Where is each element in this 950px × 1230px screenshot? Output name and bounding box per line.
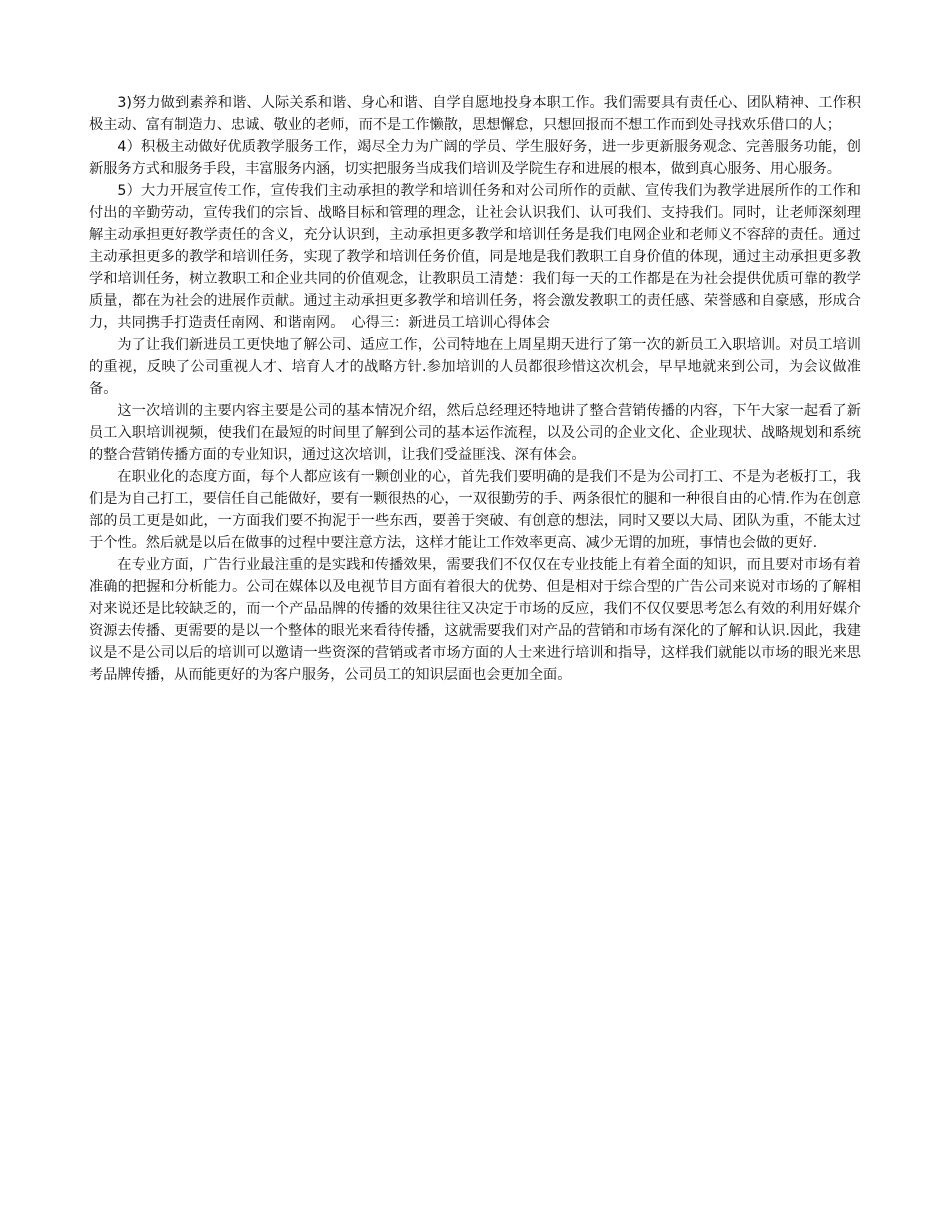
paragraph-3: 5）大力开展宣传工作，宣传我们主动承担的教学和培训任务和对公司所作的贡献、宣传我们为教学进展所作的工作和付出的辛勤劳动，宣传我们的宗旨、战略目标和管理的理念，让社会认识我们、认可我们、支持我们。同时，让老师深刻理解主动承担更好教学责任的含义，充分认识到，主动承担更多教学和培训任务是我们电网企业和老师义不容辞的责任。通过主动承担更多的教学和培训任务，实现了教学和培训任务价值，同是地是我们教职工自身价值的体现，通过主动承担更多教学和培训任务，树立教职工和企业共同的价值观念，让教职员工清楚：我们每一天的工作都是在为社会提供优质可靠的教学质量，都在为社会的进展作贡献。通过主动承担更多教学和培训任务，将会激发教职工的责任感、荣誉感和自豪感，形成合力，共同携手打造责任南网、和谐南网。 心得三：新进员工培训心得体会 xyxy=(89,183,861,331)
paragraph-5: 这一次培训的主要内容主要是公司的基本情况介绍，然后总经理还特地讲了整合营销传播的内容，下午大家一起看了新员工入职培训视频，使我们在最短的时间里了解到公司的基本运作流程，以及公司的企业文化、企业现状、战略规划和系统的整合营销传播方面的专业知识，通过这次培训，让我们受益匪浅、深有体会。 xyxy=(89,403,861,463)
paragraph-2: 4）积极主动做好优质教学服务工作，竭尽全力为广阔的学员、学生服好务，进一步更新服务观念、完善服务功能，创新服务方式和服务手段，丰富服务内涵，切实把服务当成我们培训及学院生存和进展的根本，做到真心服务、用心服务。 xyxy=(89,139,861,177)
paragraph-4: 为了让我们新进员工更快地了解公司、适应工作，公司特地在上周星期天进行了第一次的新员工入职培训。对员工培训的重视，反映了公司重视人才、培育人才的战略方针.参加培训的人员都很珍惜这次机会，早早地就来到公司，为会议做准备。 xyxy=(89,337,861,397)
paragraph-1: 3)努力做到素养和谐、人际关系和谐、身心和谐、自学自愿地投身本职工作。我们需要具有责任心、团队精神、工作积极主动、富有制造力、忠诚、敬业的老师，而不是工作懒散，思想懈怠，只想回报而不想工作而到处寻找欢乐借口的人； xyxy=(89,95,861,133)
paragraph-6: 在职业化的态度方面，每个人都应该有一颗创业的心，首先我们要明确的是我们不是为公司打工、不是为老板打工，我们是为自己打工，要信任自己能做好，要有一颗很热的心，一双很勤劳的手、两条很忙的腿和一种很自由的心情.作为在创意部的员工更是如此，一方面我们要不拘泥于一些东西，要善于突破、有创意的想法，同时又要以大局、团队为重，不能太过于个性。然后就是以后在做事的过程中要注意方法，这样才能让工作效率更高、减少无谓的加班，事情也会做的更好. xyxy=(89,469,861,551)
document-body xyxy=(89,92,861,686)
paragraph-7: 在专业方面，广告行业最注重的是实践和传播效果，需要我们不仅仅在专业技能上有着全面的知识，而且要对市场有着准确的把握和分析能力。公司在媒体以及电视节目方面有着很大的优势、但是相对于综合型的广告公司来说对市场的了解相对来说还是比较缺乏的，而一个产品品牌的传播的效果往往又决定于市场的反应，我们不仅仅要思考怎么有效的利用好媒介资源去传播、更需要的是以一个整体的眼光来看待传播，这就需要我们对产品的营销和市场有深化的了解和认识.因此，我建议是不是公司以后的培训可以邀请一些资深的营销或者市场方面的人士来进行培训和指导，这样我们就能以市场的眼光来思考品牌传播，从而能更好的为客户服务，公司员工的知识层面也会更加全面。 xyxy=(89,557,861,683)
